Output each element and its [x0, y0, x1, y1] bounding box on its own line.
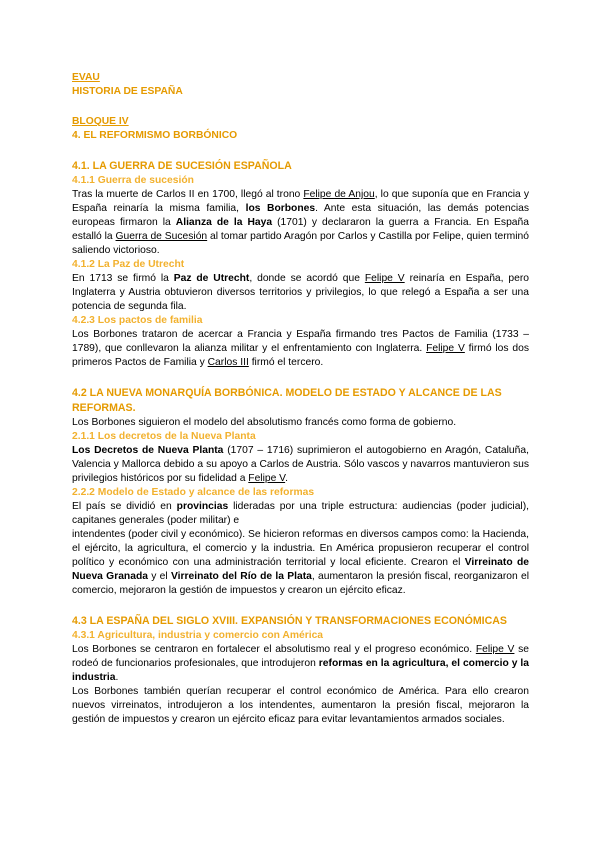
paragraph-guerra-sucesion: Tras la muerte de Carlos II en 1700, llegó al trono Felipe de Anjou, lo que suponía que en Francia y España reinaría la misma familia, los Borbones. Ante esta situación, las demás potencias europeas firmaron la Alianza de la Haya (1701) y declararon la guerra a Francia. En España estalló la Guerra de Sucesión al tomar partido Aragón por Carlos y Castilla por Felipe, quien terminó saliendo victorioso.: [72, 189, 530, 256]
section-4-1-title: 4.1. LA GUERRA DE SUCESIÓN ESPAÑOLA: [72, 160, 292, 172]
document-body: [72, 71, 529, 727]
subject-label: HISTORIA DE ESPAÑA: [72, 86, 183, 97]
section-4-2-title: 4.2 LA NUEVA MONARQUÍA BORBÓNICA. MODELO DE ESTADO Y ALCANCE DE LAS REFORMAS.: [72, 387, 502, 414]
unit-title: 4. EL REFORMISMO BORBÓNICO: [72, 130, 238, 141]
subsection-4-1-2-title: 4.1.2 La Paz de Utrecht: [72, 259, 185, 270]
paragraph-nueva-planta: Los Decretos de Nueva Planta (1707 – 1716) suprimieron el autogobierno en Aragón, Cataluña, Valencia y Mallorca debido a su apoyo a Carlos de Austria. Sólo vascos y navarros mantuvieron sus privilegios históricos por su fidelidad a Felipe V.: [72, 445, 529, 484]
paragraph-paz-utrecht: En 1713 se firmó la Paz de Utrecht, donde se acordó que Felipe V reinaría en España, pero Inglaterra y Austria obtuvieron diversos territorios y privilegios, lo que relegó a España a ser una potencia de segunda fila.: [72, 273, 530, 312]
subsection-2-2-2-title: 2.2.2 Modelo de Estado y alcance de las reformas: [72, 487, 315, 498]
block-label: BLOQUE IV: [72, 116, 129, 127]
subsection-4-2-3-title: 4.2.3 Los pactos de familia: [72, 315, 203, 326]
paragraph-progreso-economico: Los Borbones se centraron en fortalecer el absolutismo real y el progreso económico. Felipe V se rodeó de funcionarios profesionales, que introdujeron reformas en la agricultura, el comercio y la industria.: [72, 644, 529, 683]
paragraph-provincias: El país se dividió en provincias lideradas por una triple estructura: audiencias (poder judicial), capitanes generales (poder militar) e: [72, 501, 529, 526]
paragraph-pactos-familia: Los Borbones trataron de acercar a Francia y España firmando tres Pactos de Familia (1733 – 1789), que conllevaron la alianza militar y el enfrentamiento con Inglaterra. Felipe V firmó los dos primeros Pactos de Familia y Carlos III firmó el tercero.: [72, 329, 529, 368]
subsection-4-1-1-title: 4.1.1 Guerra de sucesión: [72, 175, 194, 186]
paragraph-absolutismo: Los Borbones siguieron el modelo del absolutismo francés como forma de gobierno.: [72, 417, 457, 428]
section-4-3-title: 4.3 LA ESPAÑA DEL SIGLO XVIII. EXPANSIÓN Y TRANSFORMACIONES ECONÓMICAS: [72, 615, 507, 627]
paragraph-america: Los Borbones también querían recuperar el control económico de América. Para ello crearon nuevos virreinatos, introdujeron a los intendentes, aumentaron la presión fiscal, mejoraron la gestión de impuestos y crearon un ejército eficaz para evitar levantamientos armados sociales.: [72, 686, 529, 725]
subsection-4-3-1-title: 4.3.1 Agricultura, industria y comercio con América: [72, 630, 324, 641]
course-label: EVAU: [72, 72, 100, 83]
subsection-2-1-1-title: 2.1.1 Los decretos de la Nueva Planta: [72, 431, 256, 442]
paragraph-reformas: intendentes (poder civil y económico). Se hicieron reformas en diversos campos como: la Hacienda, el ejército, la agricultura, el comercio y la industria. En América propusieron recuperar el control político y económico con una administración territorial y local eficiente. Crearon el Virreinato de Nueva Granada y el Virreinato del Río de la Plata, aumentaron la presión fiscal, reorganizaron el comercio, mejoraron la gestión de impuestos y crearon un ejército eficaz.: [72, 529, 530, 596]
